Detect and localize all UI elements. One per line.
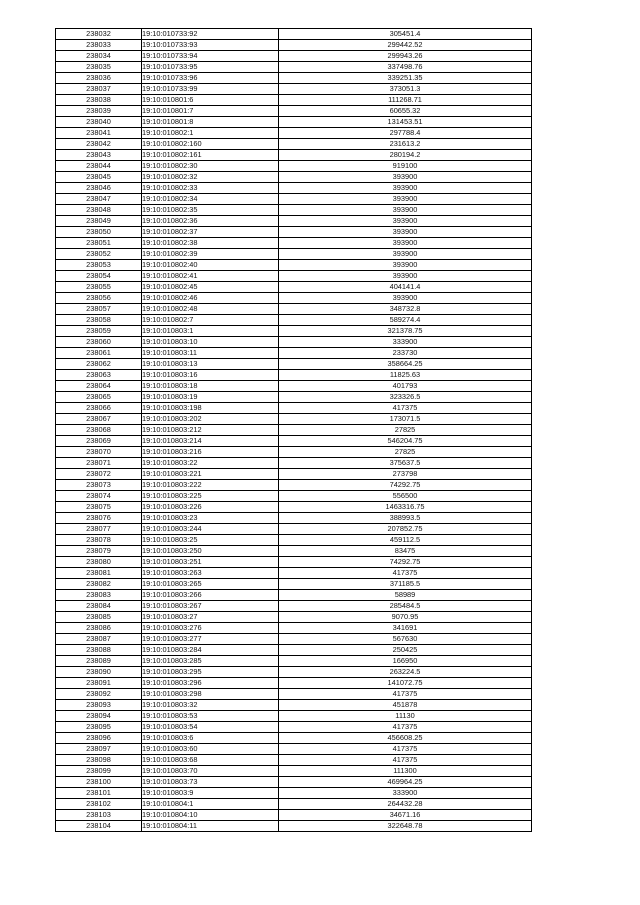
table-row: [56, 95, 532, 106]
table-row: [56, 733, 532, 744]
cadastral-number-cell: 19:10:010802:33: [142, 183, 279, 194]
cadastral-number-cell: 19:10:010803:16: [142, 370, 279, 381]
table-row: [56, 645, 532, 656]
value-cell: 341691: [279, 623, 532, 634]
value-cell: 417375: [279, 755, 532, 766]
value-cell: 451878: [279, 700, 532, 711]
table-row: [56, 62, 532, 73]
cadastral-number-cell: 19:10:010802:45: [142, 282, 279, 293]
cadastral-number-cell: 19:10:010802:32: [142, 172, 279, 183]
cadastral-number-cell: 19:10:010803:70: [142, 766, 279, 777]
value-cell: 393900: [279, 216, 532, 227]
table-row: [56, 183, 532, 194]
cadastral-number-cell: 19:10:010801:6: [142, 95, 279, 106]
value-cell: 589274.4: [279, 315, 532, 326]
table-row: [56, 689, 532, 700]
value-cell: 358664.25: [279, 359, 532, 370]
cadastral-number-cell: 19:10:010803:68: [142, 755, 279, 766]
table-row: [56, 150, 532, 161]
row-id-cell: 238102: [56, 799, 142, 810]
value-cell: 404141.4: [279, 282, 532, 293]
cadastral-number-cell: 19:10:010733:92: [142, 29, 279, 40]
value-cell: 567630: [279, 634, 532, 645]
cadastral-number-cell: 19:10:010803:212: [142, 425, 279, 436]
cadastral-number-cell: 19:10:010803:13: [142, 359, 279, 370]
cadastral-number-cell: 19:10:010802:41: [142, 271, 279, 282]
table-row: [56, 194, 532, 205]
value-cell: 250425: [279, 645, 532, 656]
cadastral-number-cell: 19:10:010803:73: [142, 777, 279, 788]
row-id-cell: 238062: [56, 359, 142, 370]
cadastral-number-cell: 19:10:010803:202: [142, 414, 279, 425]
value-cell: 371185.5: [279, 579, 532, 590]
table-row: [56, 568, 532, 579]
table-row: [56, 51, 532, 62]
table-row: [56, 513, 532, 524]
value-cell: 74292.75: [279, 480, 532, 491]
row-id-cell: 238068: [56, 425, 142, 436]
row-id-cell: 238091: [56, 678, 142, 689]
cadastral-number-cell: 19:10:010802:46: [142, 293, 279, 304]
value-cell: 305451.4: [279, 29, 532, 40]
cadastral-number-cell: 19:10:010803:222: [142, 480, 279, 491]
row-id-cell: 238083: [56, 590, 142, 601]
value-cell: 323326.5: [279, 392, 532, 403]
row-id-cell: 238059: [56, 326, 142, 337]
cadastral-number-cell: 19:10:010803:265: [142, 579, 279, 590]
row-id-cell: 238046: [56, 183, 142, 194]
table-row: [56, 546, 532, 557]
cadastral-number-cell: 19:10:010733:93: [142, 40, 279, 51]
table-row: [56, 249, 532, 260]
table-row: [56, 172, 532, 183]
value-cell: 417375: [279, 744, 532, 755]
cadastral-number-cell: 19:10:010801:7: [142, 106, 279, 117]
table-row: [56, 205, 532, 216]
row-id-cell: 238087: [56, 634, 142, 645]
value-cell: 417375: [279, 568, 532, 579]
value-cell: 393900: [279, 238, 532, 249]
table-row: [56, 601, 532, 612]
table-row: [56, 315, 532, 326]
value-cell: 919100: [279, 161, 532, 172]
row-id-cell: 238048: [56, 205, 142, 216]
value-cell: 27825: [279, 447, 532, 458]
row-id-cell: 238088: [56, 645, 142, 656]
value-cell: 348732.8: [279, 304, 532, 315]
value-cell: 173071.5: [279, 414, 532, 425]
cadastral-number-cell: 19:10:010733:95: [142, 62, 279, 73]
table-row: [56, 766, 532, 777]
value-cell: 393900: [279, 293, 532, 304]
value-cell: 264432.28: [279, 799, 532, 810]
cadastral-number-cell: 19:10:010802:39: [142, 249, 279, 260]
cadastral-number-cell: 19:10:010803:214: [142, 436, 279, 447]
value-cell: 27825: [279, 425, 532, 436]
row-id-cell: 238098: [56, 755, 142, 766]
cadastral-number-cell: 19:10:010803:19: [142, 392, 279, 403]
value-cell: 207852.75: [279, 524, 532, 535]
row-id-cell: 238078: [56, 535, 142, 546]
value-cell: 393900: [279, 172, 532, 183]
table-row: [56, 216, 532, 227]
row-id-cell: 238040: [56, 117, 142, 128]
cadastral-number-cell: 19:10:010803:27: [142, 612, 279, 623]
table-row: [56, 40, 532, 51]
value-cell: 1463316.75: [279, 502, 532, 513]
table-row: [56, 755, 532, 766]
row-id-cell: 238058: [56, 315, 142, 326]
table-row: [56, 557, 532, 568]
row-id-cell: 238064: [56, 381, 142, 392]
table-row: [56, 656, 532, 667]
row-id-cell: 238051: [56, 238, 142, 249]
row-id-cell: 238045: [56, 172, 142, 183]
row-id-cell: 238089: [56, 656, 142, 667]
row-id-cell: 238041: [56, 128, 142, 139]
table-row: [56, 337, 532, 348]
table-row: [56, 722, 532, 733]
table-row: [56, 502, 532, 513]
value-cell: 141072.75: [279, 678, 532, 689]
cadastral-number-cell: 19:10:010803:296: [142, 678, 279, 689]
value-cell: 233730: [279, 348, 532, 359]
table-row: [56, 623, 532, 634]
value-cell: 556500: [279, 491, 532, 502]
row-id-cell: 238080: [56, 557, 142, 568]
row-id-cell: 238082: [56, 579, 142, 590]
cadastral-number-cell: 19:10:010802:35: [142, 205, 279, 216]
value-cell: 231613.2: [279, 139, 532, 150]
table-row: [56, 348, 532, 359]
cadastral-number-cell: 19:10:010804:10: [142, 810, 279, 821]
cadastral-number-cell: 19:10:010802:36: [142, 216, 279, 227]
cadastral-number-cell: 19:10:010803:285: [142, 656, 279, 667]
cadastral-number-cell: 19:10:010803:298: [142, 689, 279, 700]
cadastral-number-cell: 19:10:010803:10: [142, 337, 279, 348]
value-cell: 393900: [279, 249, 532, 260]
cadastral-number-cell: 19:10:010803:18: [142, 381, 279, 392]
table-row: [56, 84, 532, 95]
row-id-cell: 238077: [56, 524, 142, 535]
cadastral-number-cell: 19:10:010802:1: [142, 128, 279, 139]
row-id-cell: 238071: [56, 458, 142, 469]
table-row: [56, 480, 532, 491]
row-id-cell: 238044: [56, 161, 142, 172]
row-id-cell: 238067: [56, 414, 142, 425]
table-row: [56, 260, 532, 271]
value-cell: 388993.5: [279, 513, 532, 524]
cadastral-value-table: [55, 28, 532, 832]
table-row: [56, 777, 532, 788]
cadastral-number-cell: 19:10:010802:38: [142, 238, 279, 249]
table-row: [56, 381, 532, 392]
table-row: [56, 161, 532, 172]
value-cell: 546204.75: [279, 436, 532, 447]
row-id-cell: 238084: [56, 601, 142, 612]
table-row: [56, 579, 532, 590]
cadastral-number-cell: 19:10:010803:250: [142, 546, 279, 557]
table-row: [56, 524, 532, 535]
cadastral-number-cell: 19:10:010802:7: [142, 315, 279, 326]
row-id-cell: 238103: [56, 810, 142, 821]
cadastral-number-cell: 19:10:010802:161: [142, 150, 279, 161]
value-cell: 299943.26: [279, 51, 532, 62]
value-cell: 375637.5: [279, 458, 532, 469]
row-id-cell: 238066: [56, 403, 142, 414]
cadastral-number-cell: 19:10:010804:11: [142, 821, 279, 832]
row-id-cell: 238043: [56, 150, 142, 161]
table-row: [56, 271, 532, 282]
table-row: [56, 403, 532, 414]
value-cell: 469964.25: [279, 777, 532, 788]
value-cell: 111300: [279, 766, 532, 777]
row-id-cell: 238038: [56, 95, 142, 106]
table-row: [56, 139, 532, 150]
table-row: [56, 491, 532, 502]
row-id-cell: 238081: [56, 568, 142, 579]
row-id-cell: 238079: [56, 546, 142, 557]
row-id-cell: 238061: [56, 348, 142, 359]
cadastral-number-cell: 19:10:010803:22: [142, 458, 279, 469]
table-row: [56, 414, 532, 425]
row-id-cell: 238101: [56, 788, 142, 799]
cadastral-number-cell: 19:10:010803:221: [142, 469, 279, 480]
table-row: [56, 821, 532, 832]
value-cell: 11130: [279, 711, 532, 722]
table-row: [56, 788, 532, 799]
cadastral-number-cell: 19:10:010803:23: [142, 513, 279, 524]
table-row: [56, 590, 532, 601]
table-row: [56, 634, 532, 645]
row-id-cell: 238052: [56, 249, 142, 260]
value-cell: 263224.5: [279, 667, 532, 678]
table-row: [56, 304, 532, 315]
cadastral-number-cell: 19:10:010803:25: [142, 535, 279, 546]
table-row: [56, 744, 532, 755]
cadastral-number-cell: 19:10:010803:1: [142, 326, 279, 337]
cadastral-number-cell: 19:10:010733:94: [142, 51, 279, 62]
cadastral-number-cell: 19:10:010803:295: [142, 667, 279, 678]
cadastral-number-cell: 19:10:010803:267: [142, 601, 279, 612]
table-row: [56, 106, 532, 117]
table-row: [56, 293, 532, 304]
value-cell: 111268.71: [279, 95, 532, 106]
row-id-cell: 238099: [56, 766, 142, 777]
row-id-cell: 238035: [56, 62, 142, 73]
table-row: [56, 128, 532, 139]
row-id-cell: 238060: [56, 337, 142, 348]
row-id-cell: 238057: [56, 304, 142, 315]
cadastral-number-cell: 19:10:010803:226: [142, 502, 279, 513]
value-cell: 417375: [279, 403, 532, 414]
cadastral-number-cell: 19:10:010803:9: [142, 788, 279, 799]
table-row: [56, 392, 532, 403]
table-row: [56, 29, 532, 40]
cadastral-number-cell: 19:10:010803:11: [142, 348, 279, 359]
row-id-cell: 238100: [56, 777, 142, 788]
value-cell: 393900: [279, 194, 532, 205]
row-id-cell: 238053: [56, 260, 142, 271]
value-cell: 11825.63: [279, 370, 532, 381]
row-id-cell: 238033: [56, 40, 142, 51]
value-cell: 417375: [279, 689, 532, 700]
cadastral-number-cell: 19:10:010802:34: [142, 194, 279, 205]
value-cell: 393900: [279, 271, 532, 282]
table-row: [56, 612, 532, 623]
row-id-cell: 238032: [56, 29, 142, 40]
table-row: [56, 117, 532, 128]
cadastral-number-cell: 19:10:010802:48: [142, 304, 279, 315]
cadastral-number-cell: 19:10:010803:216: [142, 447, 279, 458]
cadastral-number-cell: 19:10:010801:8: [142, 117, 279, 128]
value-cell: 83475: [279, 546, 532, 557]
table-row: [56, 799, 532, 810]
row-id-cell: 238054: [56, 271, 142, 282]
cadastral-number-cell: 19:10:010803:284: [142, 645, 279, 656]
value-cell: 322648.78: [279, 821, 532, 832]
cadastral-number-cell: 19:10:010803:225: [142, 491, 279, 502]
value-cell: 273798: [279, 469, 532, 480]
value-cell: 131453.51: [279, 117, 532, 128]
value-cell: 166950: [279, 656, 532, 667]
row-id-cell: 238034: [56, 51, 142, 62]
cadastral-number-cell: 19:10:010803:277: [142, 634, 279, 645]
cadastral-number-cell: 19:10:010803:6: [142, 733, 279, 744]
value-cell: 401793: [279, 381, 532, 392]
row-id-cell: 238050: [56, 227, 142, 238]
cadastral-number-cell: 19:10:010803:263: [142, 568, 279, 579]
value-cell: 74292.75: [279, 557, 532, 568]
value-cell: 417375: [279, 722, 532, 733]
row-id-cell: 238072: [56, 469, 142, 480]
cadastral-number-cell: 19:10:010802:160: [142, 139, 279, 150]
row-id-cell: 238073: [56, 480, 142, 491]
row-id-cell: 238056: [56, 293, 142, 304]
cadastral-number-cell: 19:10:010803:276: [142, 623, 279, 634]
row-id-cell: 238076: [56, 513, 142, 524]
value-cell: 333900: [279, 788, 532, 799]
table-row: [56, 700, 532, 711]
row-id-cell: 238055: [56, 282, 142, 293]
value-cell: 297788.4: [279, 128, 532, 139]
table-row: [56, 227, 532, 238]
value-cell: 58989: [279, 590, 532, 601]
row-id-cell: 238074: [56, 491, 142, 502]
row-id-cell: 238096: [56, 733, 142, 744]
value-cell: 285484.5: [279, 601, 532, 612]
cadastral-number-cell: 19:10:010803:54: [142, 722, 279, 733]
table-body: [56, 29, 532, 832]
table-row: [56, 282, 532, 293]
table-row: [56, 667, 532, 678]
value-cell: 393900: [279, 205, 532, 216]
value-cell: 60655.32: [279, 106, 532, 117]
cadastral-number-cell: 19:10:010804:1: [142, 799, 279, 810]
row-id-cell: 238086: [56, 623, 142, 634]
cadastral-number-cell: 19:10:010802:40: [142, 260, 279, 271]
table-row: [56, 326, 532, 337]
value-cell: 373051.3: [279, 84, 532, 95]
cadastral-number-cell: 19:10:010802:37: [142, 227, 279, 238]
row-id-cell: 238069: [56, 436, 142, 447]
cadastral-number-cell: 19:10:010733:96: [142, 73, 279, 84]
table-row: [56, 436, 532, 447]
table-row: [56, 678, 532, 689]
cadastral-number-cell: 19:10:010733:99: [142, 84, 279, 95]
row-id-cell: 238047: [56, 194, 142, 205]
value-cell: 299442.52: [279, 40, 532, 51]
value-cell: 339251.35: [279, 73, 532, 84]
cadastral-number-cell: 19:10:010803:244: [142, 524, 279, 535]
row-id-cell: 238065: [56, 392, 142, 403]
cadastral-number-cell: 19:10:010802:30: [142, 161, 279, 172]
table-row: [56, 711, 532, 722]
cadastral-number-cell: 19:10:010803:266: [142, 590, 279, 601]
table-row: [56, 535, 532, 546]
value-cell: 9070.95: [279, 612, 532, 623]
row-id-cell: 238092: [56, 689, 142, 700]
value-cell: 459112.5: [279, 535, 532, 546]
value-cell: 456608.25: [279, 733, 532, 744]
table-row: [56, 73, 532, 84]
table-row: [56, 447, 532, 458]
cadastral-number-cell: 19:10:010803:198: [142, 403, 279, 414]
value-cell: 393900: [279, 183, 532, 194]
row-id-cell: 238094: [56, 711, 142, 722]
row-id-cell: 238090: [56, 667, 142, 678]
value-cell: 333900: [279, 337, 532, 348]
table-row: [56, 359, 532, 370]
row-id-cell: 238039: [56, 106, 142, 117]
table-row: [56, 370, 532, 381]
row-id-cell: 238063: [56, 370, 142, 381]
row-id-cell: 238049: [56, 216, 142, 227]
table-row: [56, 238, 532, 249]
cadastral-number-cell: 19:10:010803:251: [142, 557, 279, 568]
row-id-cell: 238104: [56, 821, 142, 832]
value-cell: 393900: [279, 227, 532, 238]
cadastral-number-cell: 19:10:010803:53: [142, 711, 279, 722]
row-id-cell: 238075: [56, 502, 142, 513]
table-row: [56, 810, 532, 821]
row-id-cell: 238042: [56, 139, 142, 150]
row-id-cell: 238097: [56, 744, 142, 755]
value-cell: 280194.2: [279, 150, 532, 161]
row-id-cell: 238093: [56, 700, 142, 711]
cadastral-number-cell: 19:10:010803:60: [142, 744, 279, 755]
value-cell: 393900: [279, 260, 532, 271]
value-cell: 337498.76: [279, 62, 532, 73]
row-id-cell: 238070: [56, 447, 142, 458]
row-id-cell: 238036: [56, 73, 142, 84]
table-row: [56, 425, 532, 436]
table-row: [56, 469, 532, 480]
row-id-cell: 238037: [56, 84, 142, 95]
value-cell: 321378.75: [279, 326, 532, 337]
cadastral-number-cell: 19:10:010803:32: [142, 700, 279, 711]
row-id-cell: 238095: [56, 722, 142, 733]
value-cell: 34671.16: [279, 810, 532, 821]
table-row: [56, 458, 532, 469]
row-id-cell: 238085: [56, 612, 142, 623]
